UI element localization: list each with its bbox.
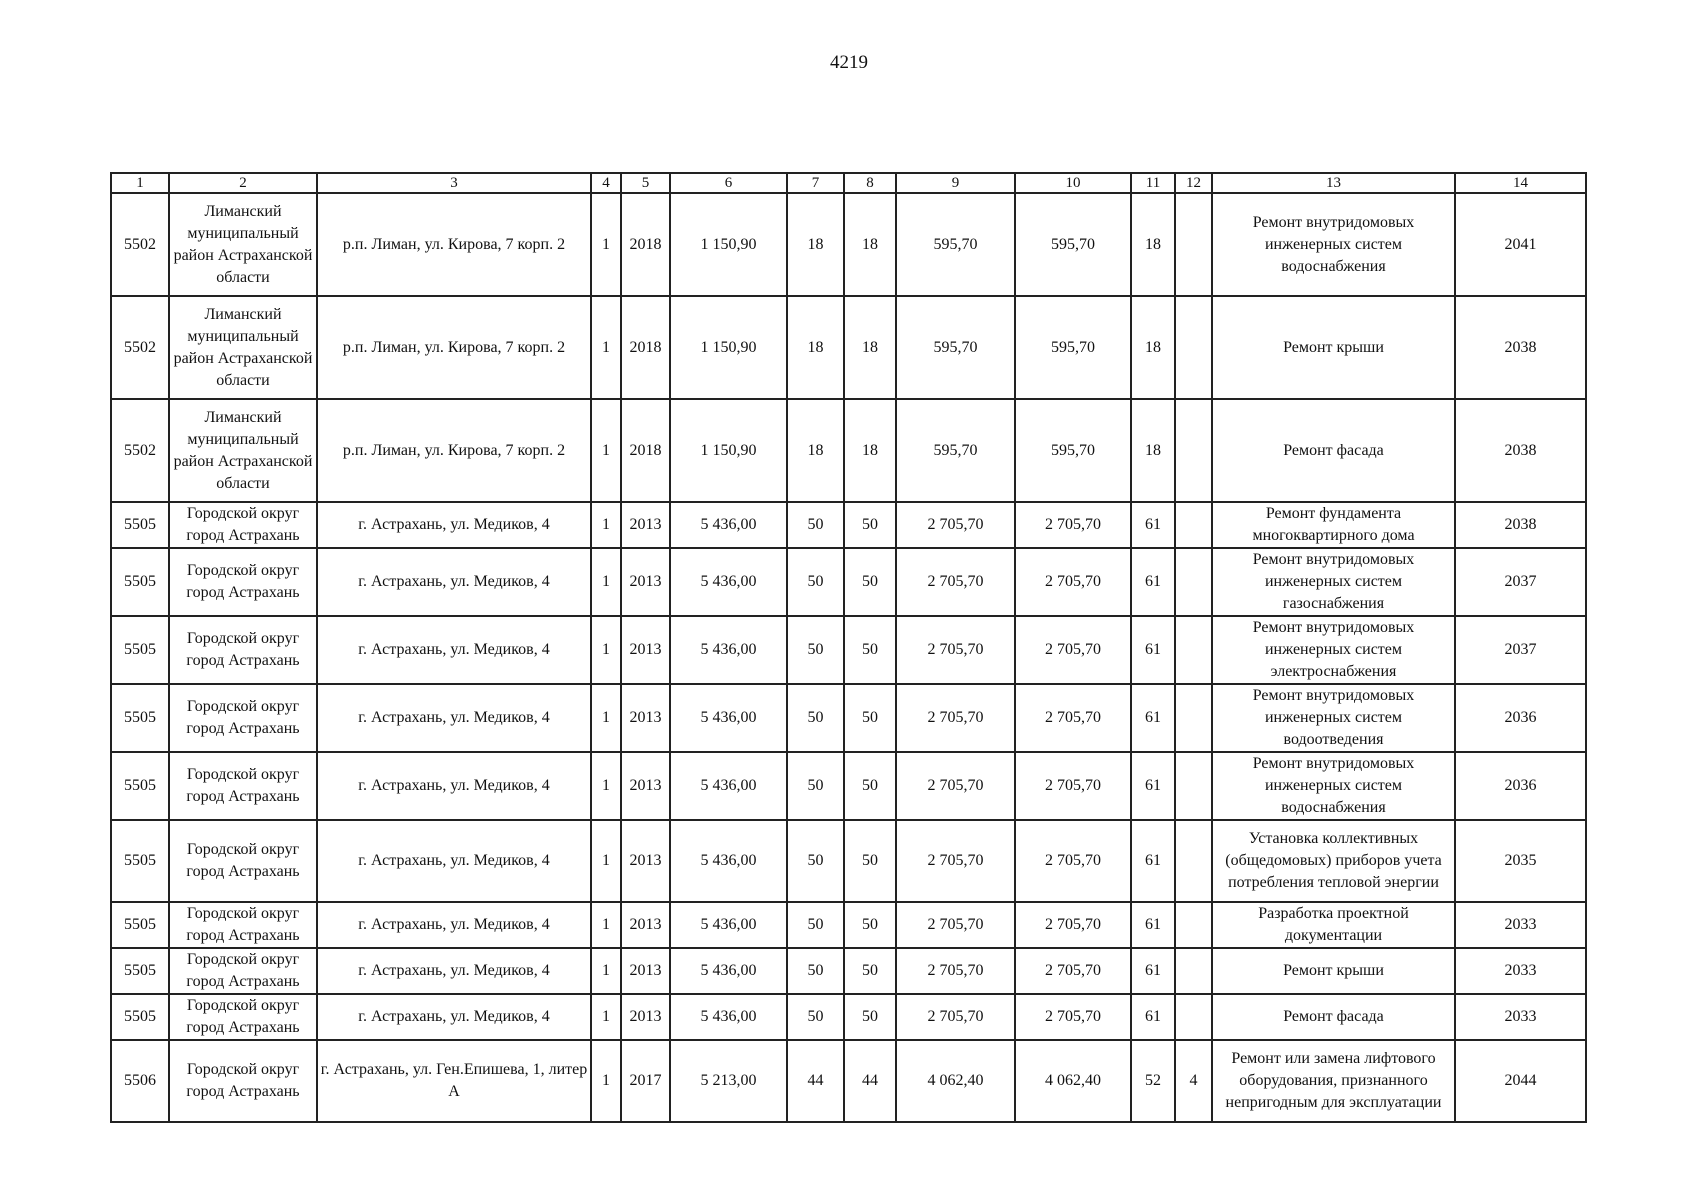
- cell-plan-year: 2033: [1455, 948, 1586, 994]
- cell-col12: [1175, 399, 1212, 502]
- table-row: [111, 684, 1586, 752]
- column-header: 7: [787, 173, 844, 193]
- cell-work-type: Ремонт внутридомовых инженерных систем электроснабжения: [1212, 616, 1455, 684]
- cell-col12: [1175, 902, 1212, 948]
- cell-col9: 595,70: [896, 399, 1015, 502]
- table-row: [111, 948, 1586, 994]
- cell-col8: 18: [844, 193, 896, 296]
- cell-municipality: Лиманский муниципальный район Астраханской области: [169, 399, 317, 502]
- column-header: 11: [1131, 173, 1175, 193]
- cell-col11: 18: [1131, 296, 1175, 399]
- cell-total-area: 5 436,00: [670, 502, 787, 548]
- cell-year: 2017: [621, 1040, 670, 1122]
- column-header: 2: [169, 173, 317, 193]
- cell-col9: 595,70: [896, 193, 1015, 296]
- cell-work-type: Ремонт крыши: [1212, 296, 1455, 399]
- cell-col8: 50: [844, 902, 896, 948]
- cell-municipality: Городской округ город Астрахань: [169, 948, 317, 994]
- cell-id: 5502: [111, 399, 169, 502]
- cell-col8: 18: [844, 296, 896, 399]
- cell-year: 2013: [621, 820, 670, 902]
- cell-total-area: 5 213,00: [670, 1040, 787, 1122]
- cell-col10: 2 705,70: [1015, 616, 1131, 684]
- cell-year: 2013: [621, 616, 670, 684]
- cell-id: 5505: [111, 752, 169, 820]
- cell-col11: 61: [1131, 752, 1175, 820]
- cell-col4: 1: [591, 752, 621, 820]
- cell-col7: 18: [787, 193, 844, 296]
- cell-col8: 44: [844, 1040, 896, 1122]
- cell-col4: 1: [591, 994, 621, 1040]
- cell-year: 2013: [621, 994, 670, 1040]
- cell-work-type: Разработка проектной документации: [1212, 902, 1455, 948]
- cell-col9: 4 062,40: [896, 1040, 1015, 1122]
- cell-col7: 50: [787, 548, 844, 616]
- cell-address: г. Астрахань, ул. Медиков, 4: [317, 548, 591, 616]
- cell-id: 5505: [111, 994, 169, 1040]
- cell-total-area: 5 436,00: [670, 684, 787, 752]
- cell-col7: 44: [787, 1040, 844, 1122]
- cell-year: 2013: [621, 948, 670, 994]
- cell-col12: [1175, 684, 1212, 752]
- cell-address: г. Астрахань, ул. Медиков, 4: [317, 820, 591, 902]
- cell-col8: 50: [844, 684, 896, 752]
- cell-address: р.п. Лиман, ул. Кирова, 7 корп. 2: [317, 193, 591, 296]
- page-number: 4219: [830, 52, 868, 73]
- cell-col4: 1: [591, 684, 621, 752]
- table-row: [111, 902, 1586, 948]
- cell-municipality: Городской округ город Астрахань: [169, 902, 317, 948]
- cell-address: г. Астрахань, ул. Ген.Епишева, 1, литер А: [317, 1040, 591, 1122]
- cell-col10: 595,70: [1015, 399, 1131, 502]
- cell-year: 2018: [621, 296, 670, 399]
- cell-total-area: 1 150,90: [670, 399, 787, 502]
- cell-address: р.п. Лиман, ул. Кирова, 7 корп. 2: [317, 399, 591, 502]
- cell-col7: 50: [787, 820, 844, 902]
- cell-work-type: Ремонт внутридомовых инженерных систем водоснабжения: [1212, 752, 1455, 820]
- cell-col9: 2 705,70: [896, 548, 1015, 616]
- cell-municipality: Городской округ город Астрахань: [169, 502, 317, 548]
- cell-col9: 2 705,70: [896, 902, 1015, 948]
- cell-col10: 595,70: [1015, 296, 1131, 399]
- cell-col7: 50: [787, 502, 844, 548]
- cell-col7: 50: [787, 994, 844, 1040]
- column-header: 8: [844, 173, 896, 193]
- cell-col8: 50: [844, 616, 896, 684]
- cell-col8: 50: [844, 820, 896, 902]
- cell-year: 2018: [621, 193, 670, 296]
- column-header: 6: [670, 173, 787, 193]
- cell-work-type: Ремонт внутридомовых инженерных систем водоотведения: [1212, 684, 1455, 752]
- cell-col12: [1175, 548, 1212, 616]
- column-header: 3: [317, 173, 591, 193]
- cell-plan-year: 2038: [1455, 502, 1586, 548]
- table-header-row: [111, 173, 1586, 193]
- cell-col9: 2 705,70: [896, 684, 1015, 752]
- cell-plan-year: 2041: [1455, 193, 1586, 296]
- cell-id: 5505: [111, 502, 169, 548]
- cell-col12: [1175, 752, 1212, 820]
- cell-municipality: Городской округ город Астрахань: [169, 994, 317, 1040]
- cell-col9: 2 705,70: [896, 820, 1015, 902]
- cell-work-type: Ремонт фасада: [1212, 399, 1455, 502]
- cell-col4: 1: [591, 193, 621, 296]
- table-row: [111, 994, 1586, 1040]
- cell-work-type: Ремонт фундамента многоквартирного дома: [1212, 502, 1455, 548]
- cell-total-area: 5 436,00: [670, 548, 787, 616]
- cell-year: 2018: [621, 399, 670, 502]
- cell-plan-year: 2035: [1455, 820, 1586, 902]
- cell-plan-year: 2037: [1455, 616, 1586, 684]
- column-header: 1: [111, 173, 169, 193]
- cell-col9: 2 705,70: [896, 948, 1015, 994]
- cell-year: 2013: [621, 548, 670, 616]
- cell-address: р.п. Лиман, ул. Кирова, 7 корп. 2: [317, 296, 591, 399]
- cell-id: 5505: [111, 948, 169, 994]
- cell-col8: 50: [844, 752, 896, 820]
- table-row: [111, 548, 1586, 616]
- cell-col7: 50: [787, 616, 844, 684]
- cell-col11: 18: [1131, 193, 1175, 296]
- cell-col8: 50: [844, 502, 896, 548]
- cell-col8: 50: [844, 994, 896, 1040]
- cell-col10: 2 705,70: [1015, 684, 1131, 752]
- cell-col11: 61: [1131, 902, 1175, 948]
- cell-col8: 18: [844, 399, 896, 502]
- table-row: [111, 193, 1586, 296]
- cell-col7: 50: [787, 902, 844, 948]
- column-header: 4: [591, 173, 621, 193]
- cell-address: г. Астрахань, ул. Медиков, 4: [317, 994, 591, 1040]
- cell-work-type: Ремонт внутридомовых инженерных систем водоснабжения: [1212, 193, 1455, 296]
- cell-col12: [1175, 616, 1212, 684]
- cell-col11: 61: [1131, 820, 1175, 902]
- cell-col11: 61: [1131, 548, 1175, 616]
- cell-col10: 2 705,70: [1015, 820, 1131, 902]
- cell-col10: 2 705,70: [1015, 752, 1131, 820]
- table-row: [111, 616, 1586, 684]
- cell-work-type: Ремонт крыши: [1212, 948, 1455, 994]
- cell-col11: 61: [1131, 684, 1175, 752]
- cell-col10: 4 062,40: [1015, 1040, 1131, 1122]
- cell-plan-year: 2038: [1455, 296, 1586, 399]
- cell-col9: 2 705,70: [896, 502, 1015, 548]
- column-header: 9: [896, 173, 1015, 193]
- cell-total-area: 1 150,90: [670, 296, 787, 399]
- cell-total-area: 5 436,00: [670, 994, 787, 1040]
- cell-address: г. Астрахань, ул. Медиков, 4: [317, 616, 591, 684]
- cell-municipality: Городской округ город Астрахань: [169, 684, 317, 752]
- column-header: 5: [621, 173, 670, 193]
- cell-col8: 50: [844, 548, 896, 616]
- cell-id: 5505: [111, 548, 169, 616]
- cell-id: 5505: [111, 616, 169, 684]
- table-row: [111, 296, 1586, 399]
- cell-plan-year: 2037: [1455, 548, 1586, 616]
- column-header: 13: [1212, 173, 1455, 193]
- cell-municipality: Городской округ город Астрахань: [169, 752, 317, 820]
- cell-work-type: Ремонт или замена лифтового оборудования, признанного непригодным для эксплуатации: [1212, 1040, 1455, 1122]
- cell-municipality: Городской округ город Астрахань: [169, 548, 317, 616]
- cell-municipality: Лиманский муниципальный район Астраханской области: [169, 296, 317, 399]
- cell-work-type: Ремонт фасада: [1212, 994, 1455, 1040]
- cell-address: г. Астрахань, ул. Медиков, 4: [317, 752, 591, 820]
- cell-col10: 2 705,70: [1015, 994, 1131, 1040]
- cell-col4: 1: [591, 616, 621, 684]
- cell-year: 2013: [621, 684, 670, 752]
- cell-municipality: Лиманский муниципальный район Астраханской области: [169, 193, 317, 296]
- cell-col4: 1: [591, 399, 621, 502]
- cell-id: 5505: [111, 902, 169, 948]
- cell-address: г. Астрахань, ул. Медиков, 4: [317, 948, 591, 994]
- column-header: 14: [1455, 173, 1586, 193]
- table-row: [111, 399, 1586, 502]
- cell-work-type: Ремонт внутридомовых инженерных систем газоснабжения: [1212, 548, 1455, 616]
- cell-work-type: Установка коллективных (общедомовых) приборов учета потребления тепловой энергии: [1212, 820, 1455, 902]
- registry-table: [110, 172, 1587, 1123]
- cell-col7: 50: [787, 684, 844, 752]
- cell-col4: 1: [591, 548, 621, 616]
- cell-total-area: 5 436,00: [670, 820, 787, 902]
- cell-plan-year: 2033: [1455, 994, 1586, 1040]
- cell-plan-year: 2033: [1455, 902, 1586, 948]
- cell-col4: 1: [591, 820, 621, 902]
- cell-id: 5506: [111, 1040, 169, 1122]
- column-header: 10: [1015, 173, 1131, 193]
- cell-col9: 2 705,70: [896, 616, 1015, 684]
- cell-col10: 2 705,70: [1015, 948, 1131, 994]
- cell-col11: 18: [1131, 399, 1175, 502]
- cell-col12: 4: [1175, 1040, 1212, 1122]
- cell-col12: [1175, 994, 1212, 1040]
- cell-id: 5505: [111, 684, 169, 752]
- cell-year: 2013: [621, 752, 670, 820]
- cell-col7: 18: [787, 399, 844, 502]
- cell-total-area: 1 150,90: [670, 193, 787, 296]
- cell-col9: 595,70: [896, 296, 1015, 399]
- cell-total-area: 5 436,00: [670, 752, 787, 820]
- cell-total-area: 5 436,00: [670, 616, 787, 684]
- cell-col12: [1175, 502, 1212, 548]
- cell-id: 5502: [111, 296, 169, 399]
- table-row: [111, 820, 1586, 902]
- table-row: [111, 752, 1586, 820]
- table-row: [111, 1040, 1586, 1122]
- cell-plan-year: 2036: [1455, 752, 1586, 820]
- cell-col12: [1175, 296, 1212, 399]
- cell-municipality: Городской округ город Астрахань: [169, 1040, 317, 1122]
- cell-municipality: Городской округ город Астрахань: [169, 616, 317, 684]
- cell-col11: 61: [1131, 994, 1175, 1040]
- cell-municipality: Городской округ город Астрахань: [169, 820, 317, 902]
- cell-col4: 1: [591, 902, 621, 948]
- cell-col8: 50: [844, 948, 896, 994]
- cell-col11: 52: [1131, 1040, 1175, 1122]
- cell-year: 2013: [621, 502, 670, 548]
- cell-plan-year: 2038: [1455, 399, 1586, 502]
- cell-col10: 2 705,70: [1015, 548, 1131, 616]
- cell-col4: 1: [591, 502, 621, 548]
- cell-col10: 2 705,70: [1015, 902, 1131, 948]
- column-header: 12: [1175, 173, 1212, 193]
- cell-col9: 2 705,70: [896, 752, 1015, 820]
- cell-col7: 18: [787, 296, 844, 399]
- cell-col12: [1175, 820, 1212, 902]
- cell-address: г. Астрахань, ул. Медиков, 4: [317, 502, 591, 548]
- cell-total-area: 5 436,00: [670, 902, 787, 948]
- cell-address: г. Астрахань, ул. Медиков, 4: [317, 684, 591, 752]
- cell-col12: [1175, 193, 1212, 296]
- cell-id: 5502: [111, 193, 169, 296]
- cell-col9: 2 705,70: [896, 994, 1015, 1040]
- cell-col11: 61: [1131, 948, 1175, 994]
- cell-col12: [1175, 948, 1212, 994]
- cell-col10: 595,70: [1015, 193, 1131, 296]
- cell-total-area: 5 436,00: [670, 948, 787, 994]
- cell-col4: 1: [591, 296, 621, 399]
- cell-col4: 1: [591, 948, 621, 994]
- table-row: [111, 502, 1586, 548]
- cell-col4: 1: [591, 1040, 621, 1122]
- cell-col7: 50: [787, 752, 844, 820]
- cell-col10: 2 705,70: [1015, 502, 1131, 548]
- cell-address: г. Астрахань, ул. Медиков, 4: [317, 902, 591, 948]
- cell-col11: 61: [1131, 616, 1175, 684]
- cell-plan-year: 2044: [1455, 1040, 1586, 1122]
- cell-plan-year: 2036: [1455, 684, 1586, 752]
- cell-id: 5505: [111, 820, 169, 902]
- cell-col11: 61: [1131, 502, 1175, 548]
- cell-year: 2013: [621, 902, 670, 948]
- cell-col7: 50: [787, 948, 844, 994]
